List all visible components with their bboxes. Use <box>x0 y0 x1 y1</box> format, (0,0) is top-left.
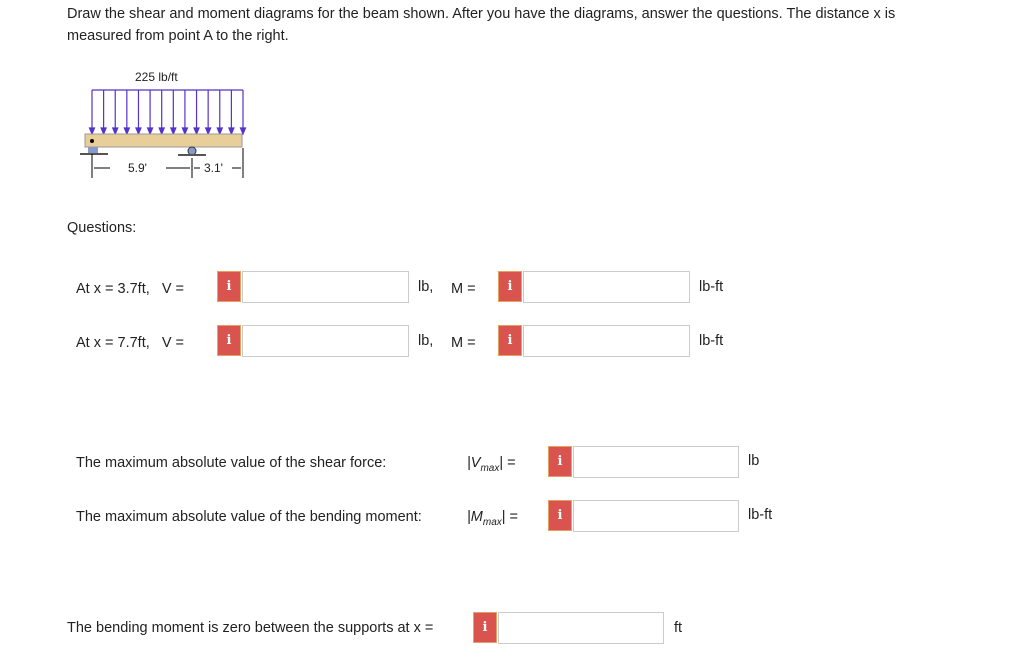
info-icon[interactable]: i <box>217 325 241 356</box>
info-icon[interactable]: i <box>473 612 497 643</box>
load-arrowhead <box>229 128 234 134</box>
load-arrowhead <box>136 128 141 134</box>
dim-left: 5.9' <box>128 161 147 175</box>
load-arrowhead <box>124 128 129 134</box>
dim-right: 3.1' <box>204 161 223 175</box>
info-icon[interactable]: i <box>548 500 572 531</box>
load-arrowhead <box>241 128 246 134</box>
problem-text-line1: Draw the shear and moment diagrams for the beam shown. After you have the diagrams, answer the questions. The distance x is <box>67 6 896 22</box>
sym-pre: |M <box>467 509 483 525</box>
sym-post: | = <box>499 455 516 471</box>
load-arrowhead <box>206 128 211 134</box>
m-label: M = <box>451 335 476 351</box>
info-icon[interactable]: i <box>498 271 522 302</box>
max-moment-label: The maximum absolute value of the bending moment: <box>76 509 422 525</box>
mmax-input[interactable] <box>573 500 739 532</box>
m-input-x3-7[interactable] <box>523 271 690 303</box>
sym-sub: max <box>482 516 502 528</box>
problem-text-line2: measured from point A to the right. <box>67 28 289 44</box>
m-unit: lb-ft <box>699 279 724 295</box>
v-input-x3-7[interactable] <box>242 271 409 303</box>
load-arrowhead <box>159 128 164 134</box>
sym-sub: max <box>480 462 500 474</box>
info-icon[interactable]: i <box>498 325 522 356</box>
questions-heading: Questions: <box>67 220 137 236</box>
max-shear-label: The maximum absolute value of the shear force: <box>76 455 387 471</box>
m-input-x7-7[interactable] <box>523 325 690 357</box>
load-arrowhead <box>194 128 199 134</box>
load-arrowhead <box>101 128 106 134</box>
load-arrowhead <box>90 128 95 134</box>
v-input-x7-7[interactable] <box>242 325 409 357</box>
info-icon[interactable]: i <box>217 271 241 302</box>
v-unit: lb, <box>418 333 434 349</box>
vmax-input[interactable] <box>573 446 739 478</box>
info-icon[interactable]: i <box>548 446 572 477</box>
load-arrowhead <box>171 128 176 134</box>
load-label: 225 lb/ft <box>135 70 178 84</box>
beam-figure <box>80 66 260 186</box>
vmax-symbol <box>467 455 516 474</box>
load-arrowhead <box>217 128 222 134</box>
m-label: M = <box>451 281 476 297</box>
sym-pre: |V <box>467 455 481 471</box>
row1-label: At x = 3.7ft, V = <box>76 281 184 297</box>
vmax-unit: lb <box>748 453 760 469</box>
beam-diagram <box>80 66 260 186</box>
zero-moment-label: The bending moment is zero between the supports at x = <box>67 620 434 636</box>
load-arrowhead <box>148 128 153 134</box>
m-unit: lb-ft <box>699 333 724 349</box>
mmax-unit: lb-ft <box>748 507 773 523</box>
load-arrowhead <box>182 128 187 134</box>
row2-label: At x = 7.7ft, V = <box>76 335 184 351</box>
load-arrowhead <box>113 128 118 134</box>
v-unit: lb, <box>418 279 434 295</box>
zero-moment-unit: ft <box>674 620 683 636</box>
mmax-symbol <box>467 509 518 528</box>
zero-moment-input[interactable] <box>498 612 664 644</box>
sym-post: | = <box>501 509 519 525</box>
